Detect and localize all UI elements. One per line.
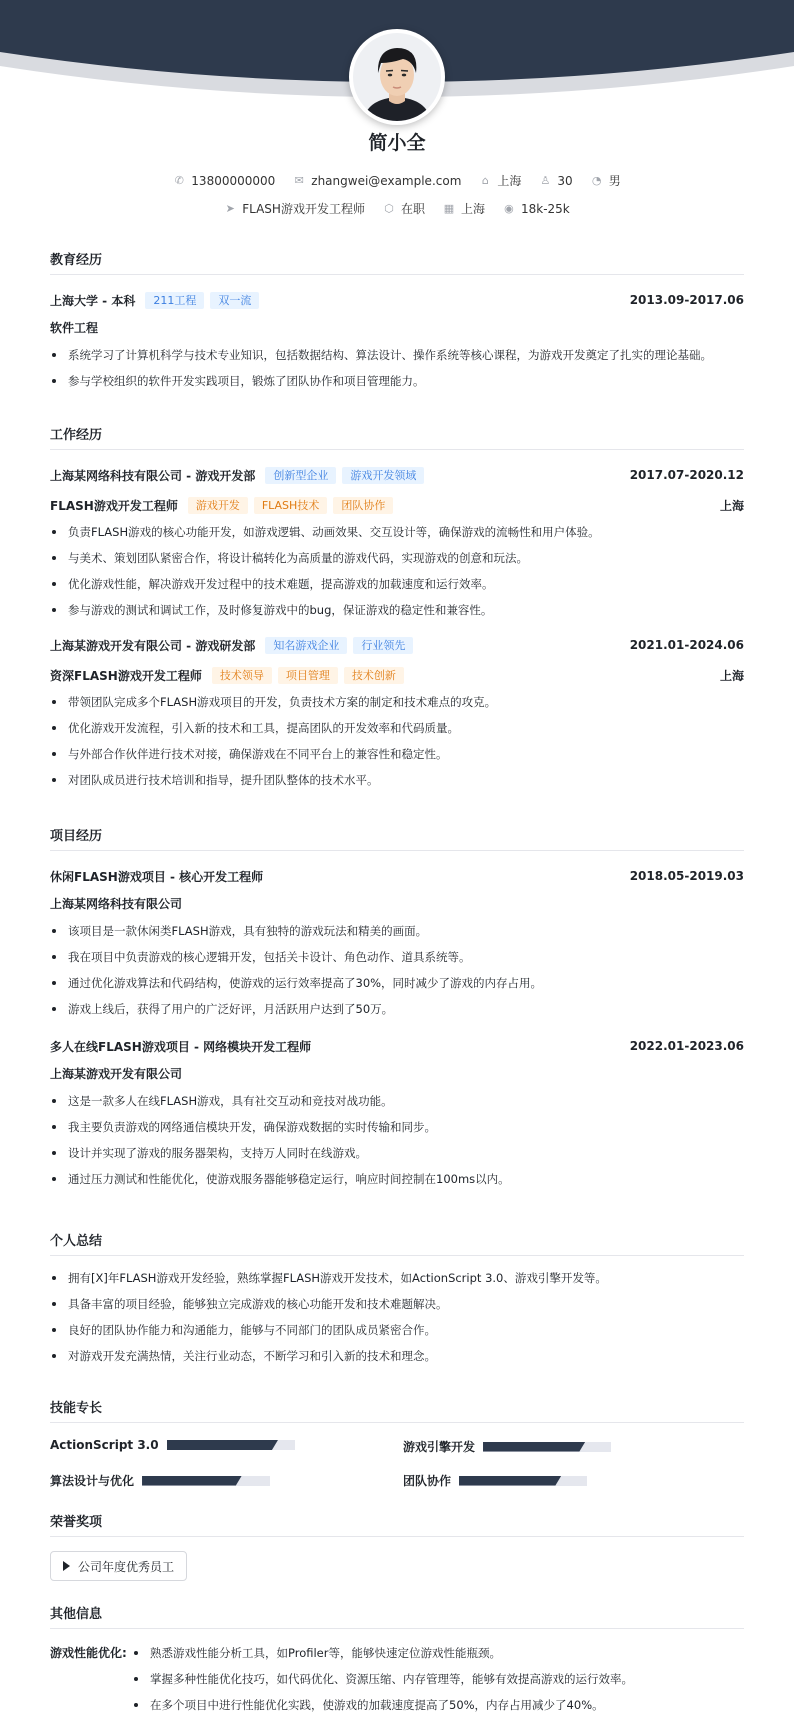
list-item: 对游戏开发充满热情，关注行业动态，不断学习和引入新的技术和理念。 [50, 1343, 744, 1369]
status-text: 在职 [400, 202, 425, 216]
skill-name: 算法设计与优化 [50, 1474, 135, 1488]
awards-section [50, 1511, 744, 1537]
target-city-text: 上海 [460, 202, 485, 216]
list-item: 具备丰富的项目经验，能够独立完成游戏的核心功能开发和技术难题解决。 [50, 1291, 744, 1317]
gender-text: 男 [608, 174, 621, 188]
tag: 技术领导 [212, 667, 272, 684]
intent-row [0, 200, 794, 217]
skill-bar [167, 1440, 295, 1450]
skill-name: ActionScript 3.0 [50, 1438, 159, 1452]
list-item: 与外部合作伙伴进行技术对接，确保游戏在不同平台上的兼容性和稳定性。 [50, 741, 744, 767]
list-item: 设计并实现了游戏的服务器架构，支持万人同时在线游戏。 [50, 1140, 744, 1166]
projects-section [50, 825, 744, 1192]
other-row [50, 1640, 633, 1718]
job-role-row [50, 495, 744, 515]
skill-fill [459, 1476, 561, 1486]
other-bullets [132, 1640, 633, 1718]
skill-fill [483, 1442, 585, 1452]
project-name: 多人在线FLASH游戏项目 - 网络模块开发工程师 [50, 1039, 312, 1054]
play-icon [63, 1561, 70, 1571]
list-item: 优化游戏开发流程，引入新的技术和工具，提高团队的开发效率和代码质量。 [50, 715, 744, 741]
project-head [50, 1036, 744, 1056]
skill-bar [483, 1442, 611, 1452]
tag: 游戏开发 [188, 497, 248, 514]
summary-bullets [50, 1265, 744, 1369]
gender-item [591, 172, 621, 189]
skill-item [403, 1438, 611, 1455]
company-name: 上海某游戏开发有限公司 - 游戏研发部 [50, 638, 256, 653]
tag: 项目管理 [278, 667, 338, 684]
age-item [539, 174, 572, 188]
email-item[interactable] [293, 174, 461, 188]
age-text: 30 [557, 173, 573, 188]
job-bullets [50, 689, 744, 793]
job-location: 上海 [719, 498, 744, 513]
job-date: 2021.01-2024.06 [629, 638, 744, 652]
project-date: 2018.05-2019.03 [629, 869, 744, 883]
list-item: 通过压力测试和性能优化，使游戏服务器能够稳定运行，响应时间控制在100ms以内。 [50, 1166, 744, 1192]
work-section [50, 424, 744, 793]
send-icon: ➤ [225, 201, 235, 215]
skill-name: 团队协作 [403, 1474, 452, 1488]
company-name: 上海某网络科技有限公司 - 游戏开发部 [50, 468, 256, 483]
project-company: 上海某网络科技有限公司 [50, 897, 183, 911]
job-location: 上海 [719, 668, 744, 683]
summary-section [50, 1230, 744, 1369]
avatar-portrait [353, 33, 441, 121]
major: 软件工程 [50, 321, 99, 335]
skill-item [403, 1472, 587, 1489]
position-text: FLASH游戏开发工程师 [242, 202, 365, 216]
education-head [50, 290, 744, 310]
tag: FLASH技术 [254, 497, 328, 514]
list-item: 我在项目中负责游戏的核心逻辑开发，包括关卡设计、角色动作、道具系统等。 [50, 944, 744, 970]
list-item: 这是一款多人在线FLASH游戏，具有社交互动和竞技对战功能。 [50, 1088, 744, 1114]
list-item: 与美术、策划团队紧密合作，将设计稿转化为高质量的游戏代码，实现游戏的创意和玩法。 [50, 545, 744, 571]
section-title-awards: 荣誉奖项 [50, 1511, 744, 1537]
status-item [383, 200, 425, 217]
list-item: 参与游戏的测试和调试工作，及时修复游戏中的bug，保证游戏的稳定性和兼容性。 [50, 597, 744, 623]
list-item: 游戏上线后，获得了用户的广泛好评，月活跃用户达到了50万。 [50, 996, 744, 1022]
award-text: 公司年度优秀员工 [78, 1559, 175, 1574]
city-item [479, 172, 521, 189]
contact-row [0, 172, 794, 189]
other-section [50, 1603, 744, 1629]
skill-fill [167, 1440, 278, 1450]
list-item: 对团队成员进行技术培训和指导，提升团队整体的技术水平。 [50, 767, 744, 793]
project-bullets [50, 918, 744, 1022]
job-role: FLASH游戏开发工程师 [50, 498, 178, 513]
list-item: 掌握多种性能优化技巧，如代码优化、资源压缩、内存管理等，能够有效提高游戏的运行效率。 [132, 1666, 633, 1692]
section-title-skills: 技能专长 [50, 1397, 744, 1423]
list-item: 带领团队完成多个FLASH游戏项目的开发，负责技术方案的制定和技术难点的攻克。 [50, 689, 744, 715]
section-title-education: 教育经历 [50, 249, 744, 275]
list-item: 优化游戏性能，解决游戏开发过程中的技术难题，提高游戏的加载速度和运行效率。 [50, 571, 744, 597]
position-item [224, 200, 365, 217]
salary-icon: ◉ [504, 201, 514, 215]
job-head [50, 635, 744, 655]
salary-text: 18k-25k [520, 201, 570, 216]
email-text[interactable]: zhangwei@example.com [311, 173, 462, 188]
status-icon: ⬡ [384, 201, 394, 215]
mail-icon: ✉ [294, 173, 304, 187]
list-item: 我主要负责游戏的网络通信模块开发，确保游戏数据的实时传输和同步。 [50, 1114, 744, 1140]
list-item: 通过优化游戏算法和代码结构，使游戏的运行效率提高了30%，同时减少了游戏的内存占用。 [50, 970, 744, 996]
project-bullets [50, 1088, 744, 1192]
project-company: 上海某游戏开发有限公司 [50, 1067, 183, 1081]
job-role: 资深FLASH游戏开发工程师 [50, 668, 202, 683]
list-item: 参与学校组织的软件开发实践项目，锻炼了团队协作和项目管理能力。 [50, 368, 744, 394]
tag: 双一流 [210, 292, 259, 309]
list-item: 负责FLASH游戏的核心功能开发，如游戏逻辑、动画效果、交互设计等，确保游戏的流畅性和用户体验。 [50, 519, 744, 545]
section-title-summary: 个人总结 [50, 1230, 744, 1256]
phone-text: 13800000000 [191, 173, 276, 188]
list-item: 系统学习了计算机科学与技术专业知识，包括数据结构、算法设计、操作系统等核心课程，为游戏开发奠定了扎实的理论基础。 [50, 342, 744, 368]
school-name: 上海大学 - 本科 [50, 293, 136, 308]
list-item: 在多个项目中进行性能优化实践，使游戏的加载速度提高了50%，内存占用减少了40%。 [132, 1692, 633, 1718]
avatar [349, 29, 445, 125]
award-item[interactable] [50, 1551, 187, 1581]
section-title-projects: 项目经历 [50, 825, 744, 851]
skill-bar [459, 1476, 587, 1486]
skills-section [50, 1397, 744, 1423]
tag: 知名游戏企业 [265, 637, 347, 654]
tag: 团队协作 [333, 497, 393, 514]
tag: 创新型企业 [265, 467, 336, 484]
education-section [50, 249, 744, 394]
phone-item [173, 174, 275, 188]
skill-item [50, 1472, 270, 1489]
tag: 技术创新 [344, 667, 404, 684]
skill-item [50, 1438, 295, 1452]
home-icon: ⌂ [481, 173, 489, 187]
job-head [50, 465, 744, 485]
list-item: 熟悉游戏性能分析工具，如Profiler等，能够快速定位游戏性能瓶颈。 [132, 1640, 633, 1666]
tag: 211工程 [145, 292, 204, 309]
project-name: 休闲FLASH游戏项目 - 核心开发工程师 [50, 869, 264, 884]
project-date: 2022.01-2023.06 [629, 1039, 744, 1053]
section-title-other: 其他信息 [50, 1603, 744, 1629]
job-role-row [50, 665, 744, 685]
other-label: 游戏性能优化: [50, 1646, 127, 1660]
section-title-work: 工作经历 [50, 424, 744, 450]
list-item: 拥有[X]年FLASH游戏开发经验，熟练掌握FLASH游戏开发技术，如ActionScript 3.0、游戏引擎开发等。 [50, 1265, 744, 1291]
skill-bar [142, 1476, 270, 1486]
skill-fill [142, 1476, 242, 1486]
building-icon: ▦ [443, 201, 455, 215]
city-text: 上海 [497, 174, 522, 188]
target-city-item [443, 200, 485, 217]
project-head [50, 866, 744, 886]
tag: 行业领先 [353, 637, 413, 654]
age-icon: ♙ [540, 173, 551, 187]
gender-icon: ◔ [591, 173, 602, 187]
salary-item [503, 202, 570, 216]
list-item: 良好的团队协作能力和沟通能力，能够与不同部门的团队成员紧密合作。 [50, 1317, 744, 1343]
phone-icon: ✆ [174, 173, 184, 187]
candidate-name: 简小全 [368, 132, 426, 154]
tag: 游戏开发领域 [342, 467, 424, 484]
education-bullets [50, 342, 744, 394]
job-date: 2017.07-2020.12 [629, 468, 744, 482]
skill-name: 游戏引擎开发 [403, 1440, 476, 1454]
list-item: 该项目是一款休闲类FLASH游戏，具有独特的游戏玩法和精美的画面。 [50, 918, 744, 944]
education-date: 2013.09-2017.06 [629, 293, 744, 307]
job-bullets [50, 519, 744, 623]
